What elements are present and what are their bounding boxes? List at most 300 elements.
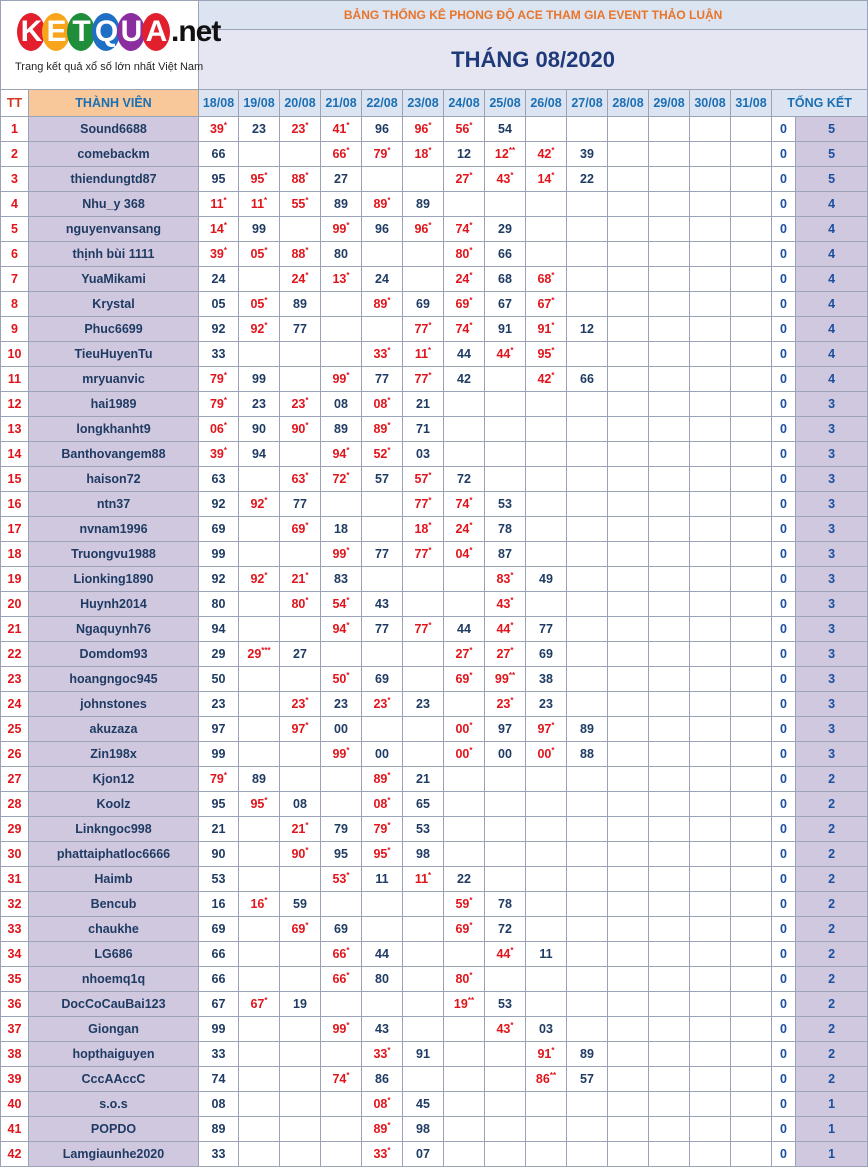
day-cell: 91 [403, 1042, 444, 1067]
row-number: 9 [1, 317, 29, 342]
day-cell: 24 [199, 267, 239, 292]
day-cell [649, 292, 690, 317]
day-cell [239, 192, 280, 217]
hit-number: 14 [209, 222, 224, 236]
day-cell [444, 1142, 485, 1167]
day-cell: 92 [199, 567, 239, 592]
day-cell [239, 1117, 280, 1142]
day-cell: 00 [485, 742, 526, 767]
row-number: 13 [1, 417, 29, 442]
day-cell [690, 642, 731, 667]
day-cell [608, 117, 649, 142]
day-cell: 03 [526, 1017, 567, 1042]
col-header-date: 20/08 [280, 90, 321, 117]
hit-number: 89 [373, 297, 388, 311]
col-header-date: 25/08 [485, 90, 526, 117]
member-name[interactable]: hai1989 [29, 392, 199, 417]
day-cell [690, 267, 731, 292]
member-name[interactable]: Bencub [29, 892, 199, 917]
total-count: 2 [796, 817, 868, 842]
member-name[interactable]: Truongvu1988 [29, 542, 199, 567]
col-header-date: 22/08 [362, 90, 403, 117]
hit-marker: * [469, 245, 473, 255]
day-cell [649, 1067, 690, 1092]
member-name[interactable]: haison72 [29, 467, 199, 492]
day-cell [567, 917, 608, 942]
day-cell [321, 467, 362, 492]
day-cell: 33 [199, 342, 239, 367]
day-cell [608, 692, 649, 717]
member-name[interactable]: CccAAccC [29, 1067, 199, 1092]
day-cell: 71 [403, 417, 444, 442]
table-row [1, 942, 868, 967]
day-cell [731, 417, 772, 442]
member-name[interactable]: Giongan [29, 1017, 199, 1042]
day-cell [485, 642, 526, 667]
day-cell [731, 317, 772, 342]
hit-marker: * [387, 695, 391, 705]
day-cell: 27 [280, 642, 321, 667]
hit-marker: * [469, 895, 473, 905]
day-cell [567, 1017, 608, 1042]
day-cell [526, 192, 567, 217]
member-name[interactable]: johnstones [29, 692, 199, 717]
member-name[interactable]: thiendungtd87 [29, 167, 199, 192]
hit-number: 19 [453, 997, 468, 1011]
member-name[interactable]: Haimb [29, 867, 199, 892]
member-name[interactable]: Zin198x [29, 742, 199, 767]
row-number: 17 [1, 517, 29, 542]
member-name[interactable]: comebackm [29, 142, 199, 167]
day-cell [485, 367, 526, 392]
day-cell [649, 942, 690, 967]
day-cell [485, 842, 526, 867]
day-cell [444, 592, 485, 617]
hit-marker: * [387, 195, 391, 205]
day-cell [403, 717, 444, 742]
day-cell [567, 342, 608, 367]
row-number: 40 [1, 1092, 29, 1117]
day-cell [485, 692, 526, 717]
total-count: 3 [796, 492, 868, 517]
col-header-date: 18/08 [199, 90, 239, 117]
day-cell [280, 242, 321, 267]
day-cell [199, 217, 239, 242]
day-cell: 22 [567, 167, 608, 192]
hit-marker: * [469, 495, 473, 505]
day-cell [526, 967, 567, 992]
hit-marker: * [428, 345, 432, 355]
day-cell [403, 142, 444, 167]
day-cell [321, 1117, 362, 1142]
member-name[interactable]: Koolz [29, 792, 199, 817]
day-cell [608, 417, 649, 442]
day-cell [485, 417, 526, 442]
day-cell: 67 [485, 292, 526, 317]
day-cell [649, 817, 690, 842]
day-cell [403, 617, 444, 642]
row-number: 25 [1, 717, 29, 742]
day-cell [403, 367, 444, 392]
day-cell [649, 242, 690, 267]
member-name[interactable]: Huynh2014 [29, 592, 199, 617]
day-cell: 39 [567, 142, 608, 167]
hit-number: 97 [537, 722, 552, 736]
day-cell [608, 1067, 649, 1092]
day-cell [731, 217, 772, 242]
day-cell [485, 467, 526, 492]
day-cell [608, 767, 649, 792]
day-cell [362, 767, 403, 792]
day-cell [731, 942, 772, 967]
day-cell [690, 842, 731, 867]
day-cell [690, 817, 731, 842]
day-cell: 69 [199, 517, 239, 542]
total-zero: 0 [772, 392, 796, 417]
day-cell [649, 892, 690, 917]
total-zero: 0 [772, 667, 796, 692]
member-name[interactable]: Ngaquynh76 [29, 617, 199, 642]
table-row [1, 642, 868, 667]
day-cell: 11 [526, 942, 567, 967]
day-cell [444, 1117, 485, 1142]
col-header-date: 30/08 [690, 90, 731, 117]
total-count: 3 [796, 542, 868, 567]
table-row [1, 667, 868, 692]
day-cell [608, 842, 649, 867]
hit-number: 39 [209, 447, 224, 461]
day-cell [239, 967, 280, 992]
hit-marker: * [428, 470, 432, 480]
hit-marker: * [346, 220, 350, 230]
hit-marker: * [387, 445, 391, 455]
hit-number: 77 [414, 622, 429, 636]
day-cell [731, 967, 772, 992]
day-cell [485, 192, 526, 217]
hit-number: 44 [496, 622, 511, 636]
day-cell [731, 342, 772, 367]
member-name[interactable]: s.o.s [29, 1092, 199, 1117]
day-cell: 79 [321, 817, 362, 842]
hit-marker: * [223, 195, 227, 205]
member-name[interactable]: hoangngoc945 [29, 667, 199, 692]
day-cell [485, 342, 526, 367]
row-number: 1 [1, 117, 29, 142]
day-cell [731, 892, 772, 917]
total-count: 3 [796, 667, 868, 692]
day-cell [649, 842, 690, 867]
day-cell [567, 517, 608, 542]
table-row [1, 892, 868, 917]
hit-marker: * [510, 595, 514, 605]
day-cell [280, 117, 321, 142]
day-cell [321, 667, 362, 692]
day-cell [280, 1092, 321, 1117]
day-cell [485, 567, 526, 592]
total-count: 3 [796, 567, 868, 592]
day-cell: 08 [280, 792, 321, 817]
day-cell [608, 467, 649, 492]
day-cell [731, 767, 772, 792]
total-count: 3 [796, 592, 868, 617]
member-name[interactable]: ntn37 [29, 492, 199, 517]
day-cell: 92 [199, 317, 239, 342]
day-cell [608, 717, 649, 742]
hit-number: 68 [537, 272, 552, 286]
day-cell [403, 742, 444, 767]
day-cell [731, 392, 772, 417]
total-zero: 0 [772, 767, 796, 792]
member-name[interactable]: mryuanvic [29, 367, 199, 392]
day-cell [444, 842, 485, 867]
row-number: 26 [1, 742, 29, 767]
day-cell [321, 867, 362, 892]
day-cell: 77 [280, 317, 321, 342]
day-cell [649, 467, 690, 492]
day-cell: 12 [567, 317, 608, 342]
hit-marker: * [264, 895, 268, 905]
day-cell [649, 417, 690, 442]
day-cell [526, 742, 567, 767]
day-cell: 69 [403, 292, 444, 317]
day-cell [690, 967, 731, 992]
hit-number: 08 [373, 397, 388, 411]
day-cell [690, 392, 731, 417]
day-cell [403, 267, 444, 292]
member-name[interactable]: YuaMikami [29, 267, 199, 292]
row-number: 4 [1, 192, 29, 217]
member-name[interactable]: Kjon12 [29, 767, 199, 792]
hit-marker: * [510, 695, 514, 705]
day-cell [444, 767, 485, 792]
day-cell [280, 342, 321, 367]
day-cell: 53 [485, 492, 526, 517]
total-zero: 0 [772, 617, 796, 642]
member-name[interactable]: Krystal [29, 292, 199, 317]
hit-number: 42 [537, 147, 552, 161]
day-cell [608, 1042, 649, 1067]
day-cell: 12 [444, 142, 485, 167]
member-name[interactable]: Banthovangem88 [29, 442, 199, 467]
member-name[interactable]: Lamgiaunhe2020 [29, 1142, 199, 1167]
day-cell [731, 1017, 772, 1042]
day-cell: 78 [485, 892, 526, 917]
member-name[interactable]: longkhanht9 [29, 417, 199, 442]
member-name[interactable]: Phuc6699 [29, 317, 199, 342]
day-cell [239, 917, 280, 942]
hit-number: 95 [373, 847, 388, 861]
day-cell [649, 592, 690, 617]
hit-marker: * [305, 920, 309, 930]
hit-marker: * [428, 145, 432, 155]
hit-marker: * [551, 170, 555, 180]
day-cell [485, 767, 526, 792]
col-header-date: 29/08 [649, 90, 690, 117]
day-cell [649, 742, 690, 767]
day-cell [280, 542, 321, 567]
day-cell [567, 267, 608, 292]
hit-marker: * [346, 445, 350, 455]
hit-number: 11 [414, 872, 429, 886]
member-name[interactable]: POPDO [29, 1117, 199, 1142]
day-cell [199, 242, 239, 267]
row-number: 12 [1, 392, 29, 417]
day-cell [608, 292, 649, 317]
hit-marker: ** [508, 145, 516, 155]
day-cell [690, 942, 731, 967]
hit-marker: * [346, 945, 350, 955]
day-cell [485, 1067, 526, 1092]
day-cell [567, 217, 608, 242]
day-cell [690, 592, 731, 617]
hit-number: 79 [373, 822, 388, 836]
row-number: 36 [1, 992, 29, 1017]
table-row [1, 917, 868, 942]
day-cell [403, 967, 444, 992]
day-cell [608, 442, 649, 467]
member-name[interactable]: chaukhe [29, 917, 199, 942]
day-cell [690, 1117, 731, 1142]
table-row [1, 117, 868, 142]
day-cell [526, 317, 567, 342]
day-cell [649, 542, 690, 567]
hit-number: 23 [373, 697, 388, 711]
total-count: 5 [796, 117, 868, 142]
day-cell: 05 [199, 292, 239, 317]
day-cell: 77 [362, 367, 403, 392]
hit-number: 95 [537, 347, 552, 361]
day-cell [731, 742, 772, 767]
day-cell [444, 717, 485, 742]
total-count: 4 [796, 317, 868, 342]
member-name[interactable]: Lionking1890 [29, 567, 199, 592]
day-cell [239, 592, 280, 617]
row-number: 6 [1, 242, 29, 267]
day-cell [690, 692, 731, 717]
member-name[interactable]: nhoemq1q [29, 967, 199, 992]
hit-number: 67 [537, 297, 552, 311]
day-cell [403, 867, 444, 892]
day-cell [280, 392, 321, 417]
table-row [1, 867, 868, 892]
day-cell [608, 142, 649, 167]
member-name[interactable]: Nhu_y 368 [29, 192, 199, 217]
hit-marker: * [346, 120, 350, 130]
row-number: 22 [1, 642, 29, 667]
day-cell [608, 217, 649, 242]
day-cell [649, 1092, 690, 1117]
hit-number: 89 [373, 772, 388, 786]
day-cell [239, 1142, 280, 1167]
hit-marker: ** [467, 995, 475, 1005]
day-cell [280, 442, 321, 467]
member-name[interactable]: TieuHuyenTu [29, 342, 199, 367]
hit-number: 39 [209, 122, 224, 136]
row-number: 24 [1, 692, 29, 717]
member-name[interactable]: Linkngoc998 [29, 817, 199, 842]
day-cell [649, 642, 690, 667]
day-cell [690, 417, 731, 442]
day-cell [731, 842, 772, 867]
day-cell [526, 892, 567, 917]
day-cell [731, 917, 772, 942]
member-name[interactable]: DocCoCauBai123 [29, 992, 199, 1017]
hit-marker: * [469, 745, 473, 755]
day-cell [690, 292, 731, 317]
member-name[interactable]: nvnam1996 [29, 517, 199, 542]
hit-number: 33 [373, 1047, 388, 1061]
member-name[interactable]: thịnh bùi 1111 [29, 242, 199, 267]
hit-marker: * [551, 295, 555, 305]
hit-number: 13 [332, 272, 347, 286]
day-cell [321, 1067, 362, 1092]
hit-marker: * [264, 795, 268, 805]
total-count: 4 [796, 367, 868, 392]
day-cell [731, 667, 772, 692]
total-zero: 0 [772, 642, 796, 667]
logo-tagline: Trang kết quả xổ số lớn nhất Việt Nam [15, 61, 204, 73]
hit-marker: * [387, 1120, 391, 1130]
day-cell [485, 1117, 526, 1142]
day-cell: 77 [362, 542, 403, 567]
row-number: 31 [1, 867, 29, 892]
hit-number: 91 [537, 1047, 552, 1061]
hit-marker: * [305, 195, 309, 205]
day-cell: 74 [199, 1067, 239, 1092]
day-cell: 77 [362, 617, 403, 642]
day-cell [526, 1042, 567, 1067]
hit-marker: * [264, 170, 268, 180]
day-cell [690, 667, 731, 692]
hit-marker: *** [261, 645, 271, 655]
logo-suffix: .net [171, 15, 221, 48]
member-name[interactable]: akuzaza [29, 717, 199, 742]
hit-marker: * [551, 270, 555, 280]
day-cell [690, 1042, 731, 1067]
day-cell [608, 792, 649, 817]
member-name[interactable]: phattaiphatloc6666 [29, 842, 199, 867]
day-cell [731, 267, 772, 292]
table-row [1, 142, 868, 167]
ketqua-logo[interactable] [17, 11, 220, 51]
day-cell [362, 917, 403, 942]
total-count: 2 [796, 942, 868, 967]
day-cell [608, 567, 649, 592]
day-cell [731, 192, 772, 217]
day-cell [280, 842, 321, 867]
member-name[interactable]: hopthaiguyen [29, 1042, 199, 1067]
day-cell [280, 667, 321, 692]
member-name[interactable]: nguyenvansang [29, 217, 199, 242]
member-name[interactable]: LG686 [29, 942, 199, 967]
day-cell [690, 542, 731, 567]
day-cell [403, 642, 444, 667]
member-name[interactable]: Sound6688 [29, 117, 199, 142]
day-cell: 21 [199, 817, 239, 842]
day-cell [649, 667, 690, 692]
total-zero: 0 [772, 692, 796, 717]
day-cell [403, 942, 444, 967]
member-name[interactable]: Domdom93 [29, 642, 199, 667]
day-cell [280, 767, 321, 792]
total-zero: 0 [772, 517, 796, 542]
total-count: 3 [796, 717, 868, 742]
row-number: 18 [1, 542, 29, 567]
day-cell: 45 [403, 1092, 444, 1117]
hit-marker: * [469, 520, 473, 530]
total-zero: 0 [772, 117, 796, 142]
total-count: 2 [796, 892, 868, 917]
